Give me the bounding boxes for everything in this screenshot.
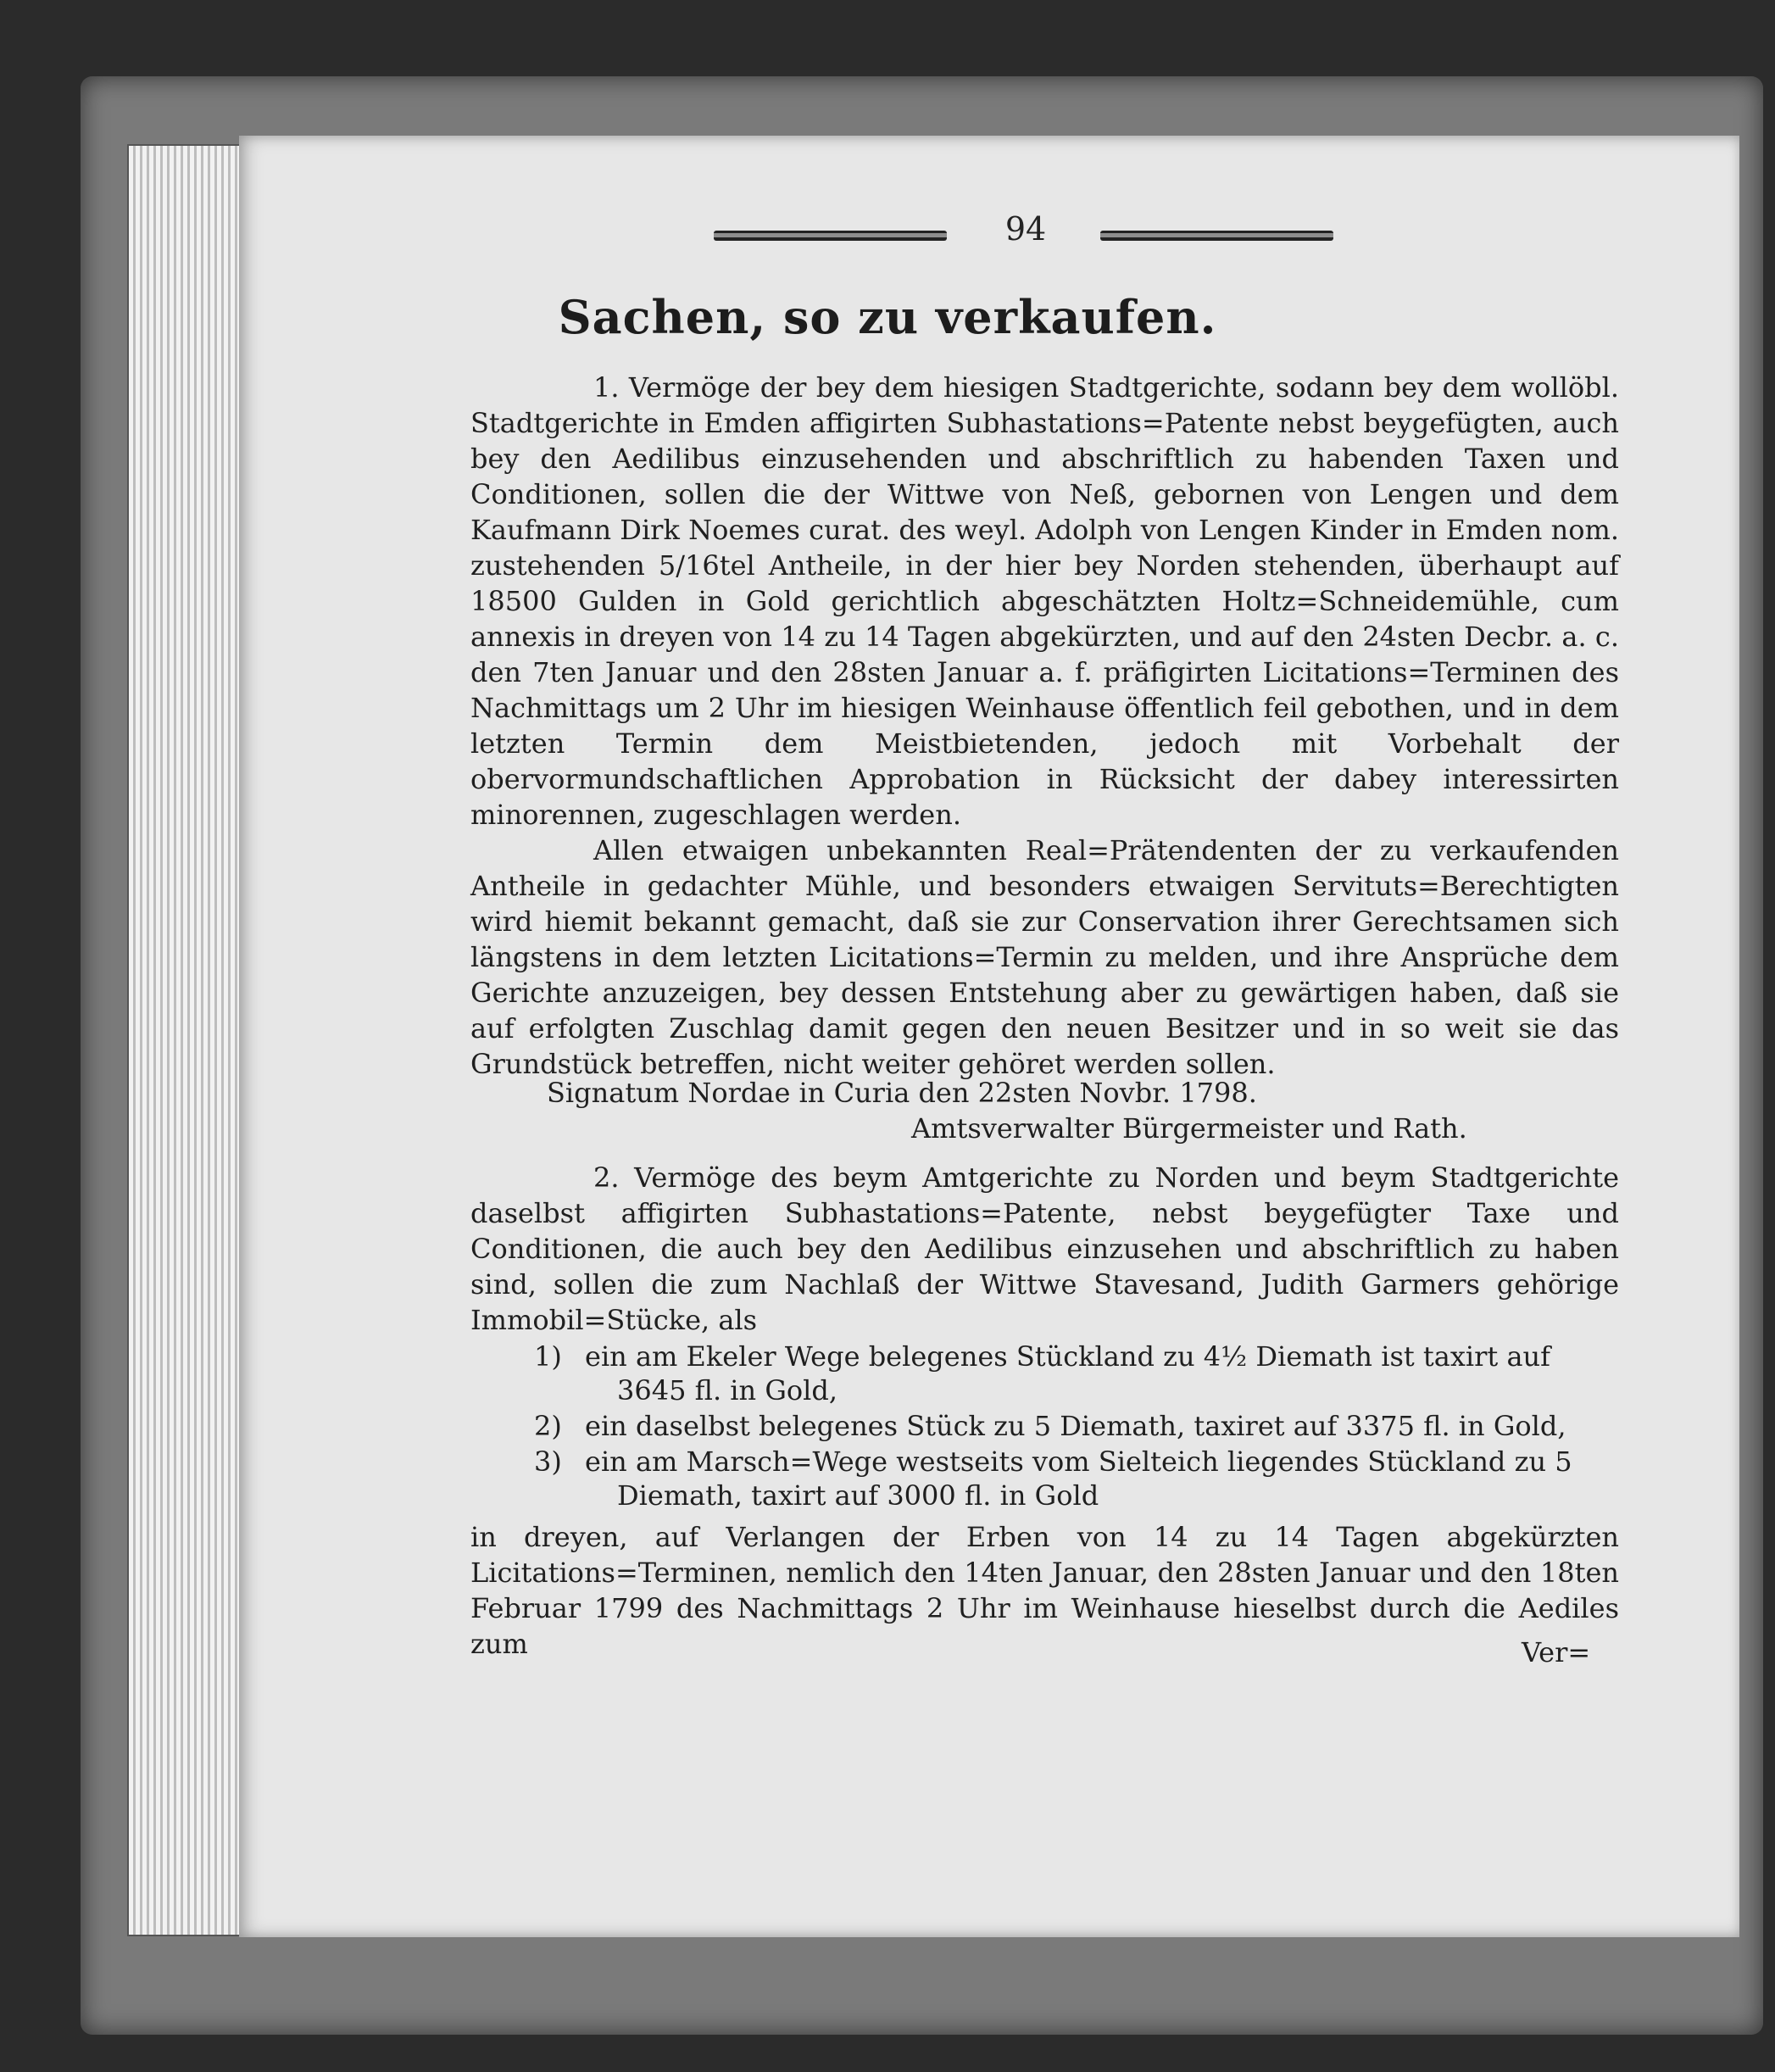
entry-1-paragraph-1	[470, 370, 1619, 833]
entry-1-number: 1.	[593, 371, 620, 404]
list-item-number: 2)	[534, 1410, 562, 1442]
entry-1-paragraph-2: Allen etwaigen unbekannten Real=Prätendenten der zu verkaufenden Antheile in gedachter Mühle, und besonders etwaigen Servituts=Berechtigten wird hiemit bekannt gemacht, daß sie zur Conservation ihrer Gerechtsamen sich längstens in dem letzten Licitations=Termin zu melden, und ihre Ansprüche dem Gerichte anzuzeigen, bey dessen Entstehung aber zu gewärtigen haben, daß sie auf erfolgten Zuschlag damit gegen den neuen Besitzer und in so weit sie das Grundstück betreffen, nicht weiter gehöret werden sollen.	[470, 834, 1619, 1080]
header-rule-right	[1100, 231, 1333, 241]
entry-2-closing: in dreyen, auf Verlangen der Erben von 14 zu 14 Tagen abgekürzten Licitations=Terminen, nemlich den 14ten Januar, den 28sten Januar und den 18ten Februar 1799 des Nachmittags 2 Uhr im Weinhause hieselbst durch die Aediles zum	[470, 1521, 1619, 1660]
list-item	[534, 1445, 1623, 1512]
entry-2-number: 2.	[593, 1161, 620, 1194]
section-title: Sachen, so zu verkaufen.	[558, 290, 1217, 344]
entry-2-intro	[470, 1160, 1619, 1338]
entry-2-text	[470, 1160, 1619, 1338]
list-item-text: ein am Ekeler Wege belegenes Stückland zu 4½ Diemath ist taxirt auf	[585, 1340, 1550, 1373]
entry-1-text	[470, 370, 1619, 1082]
entry-1-signer: Amtsverwalter Bürgermeister und Rath.	[911, 1112, 1467, 1145]
list-item-continuation: 3645 fl. in Gold,	[617, 1374, 838, 1406]
list-item-number: 3)	[534, 1445, 562, 1478]
catchword: Ver=	[1522, 1636, 1591, 1668]
list-item-continuation: Diemath, taxirt auf 3000 fl. in Gold	[617, 1479, 1099, 1512]
page-edges	[127, 144, 249, 1936]
header-rule-left	[714, 231, 947, 241]
entry-1-signatum: Signatum Nordae in Curia den 22sten Novbr. 1798.	[547, 1077, 1257, 1109]
list-item-text: ein am Marsch=Wege westseits vom Sielteich liegendes Stückland zu 5	[585, 1445, 1572, 1478]
entry-1-paragraph-1-text: Vermöge der bey dem hiesigen Stadtgerichte, sodann bey dem wollöbl. Stadtgerichte in Emden affigirten Subhastations=Patente nebst beygefügten, auch bey den Aedilibus einzusehenden und abschriftlich zu habenden Taxen und Conditionen, sollen die der Wittwe von Neß, gebornen von Lengen und dem Kaufmann Dirk Noemes curat. des weyl. Adolph von Lengen Kinder in Emden nom. zustehenden 5/16tel Antheile, in der hier bey Norden stehenden, überhaupt auf 18500 Gulden in Gold gerichtlich abgeschätzten Holtz=Schneidemühle, cum annexis in dreyen von 14 zu 14 Tagen abgekürzten, und auf den 24sten Decbr. a. c. den 7ten Januar und den 28sten Januar a. f. präfigirten Licitations=Terminen des Nachmittags um 2 Uhr im hiesigen Weinhause öffentlich feil gebothen, und in dem letzten Termin dem Meistbietenden, jedoch mit Vorbehalt der obervormundschaftlichen Approbation in Rücksicht der dabey interessirten minorennen, zugeschlagen werden.	[470, 371, 1619, 831]
list-item-number: 1)	[534, 1340, 562, 1373]
entry-2-intro-text: Vermöge des beym Amtgerichte zu Norden und beym Stadtgerichte daselbst affigirten Subhastations=Patente, nebst beygefügter Taxe und Conditionen, die auch bey den Aedilibus einzusehen und abschriftlich zu haben sind, sollen die zum Nachlaß der Wittwe Stavesand, Judith Garmers gehörige Immobil=Stücke, als	[470, 1161, 1620, 1336]
list-item	[534, 1340, 1623, 1407]
list-item	[534, 1409, 1623, 1443]
page-number: 94	[1004, 210, 1047, 248]
list-item-text: ein daselbst belegenes Stück zu 5 Diemath, taxiret auf 3375 fl. in Gold,	[585, 1410, 1566, 1442]
